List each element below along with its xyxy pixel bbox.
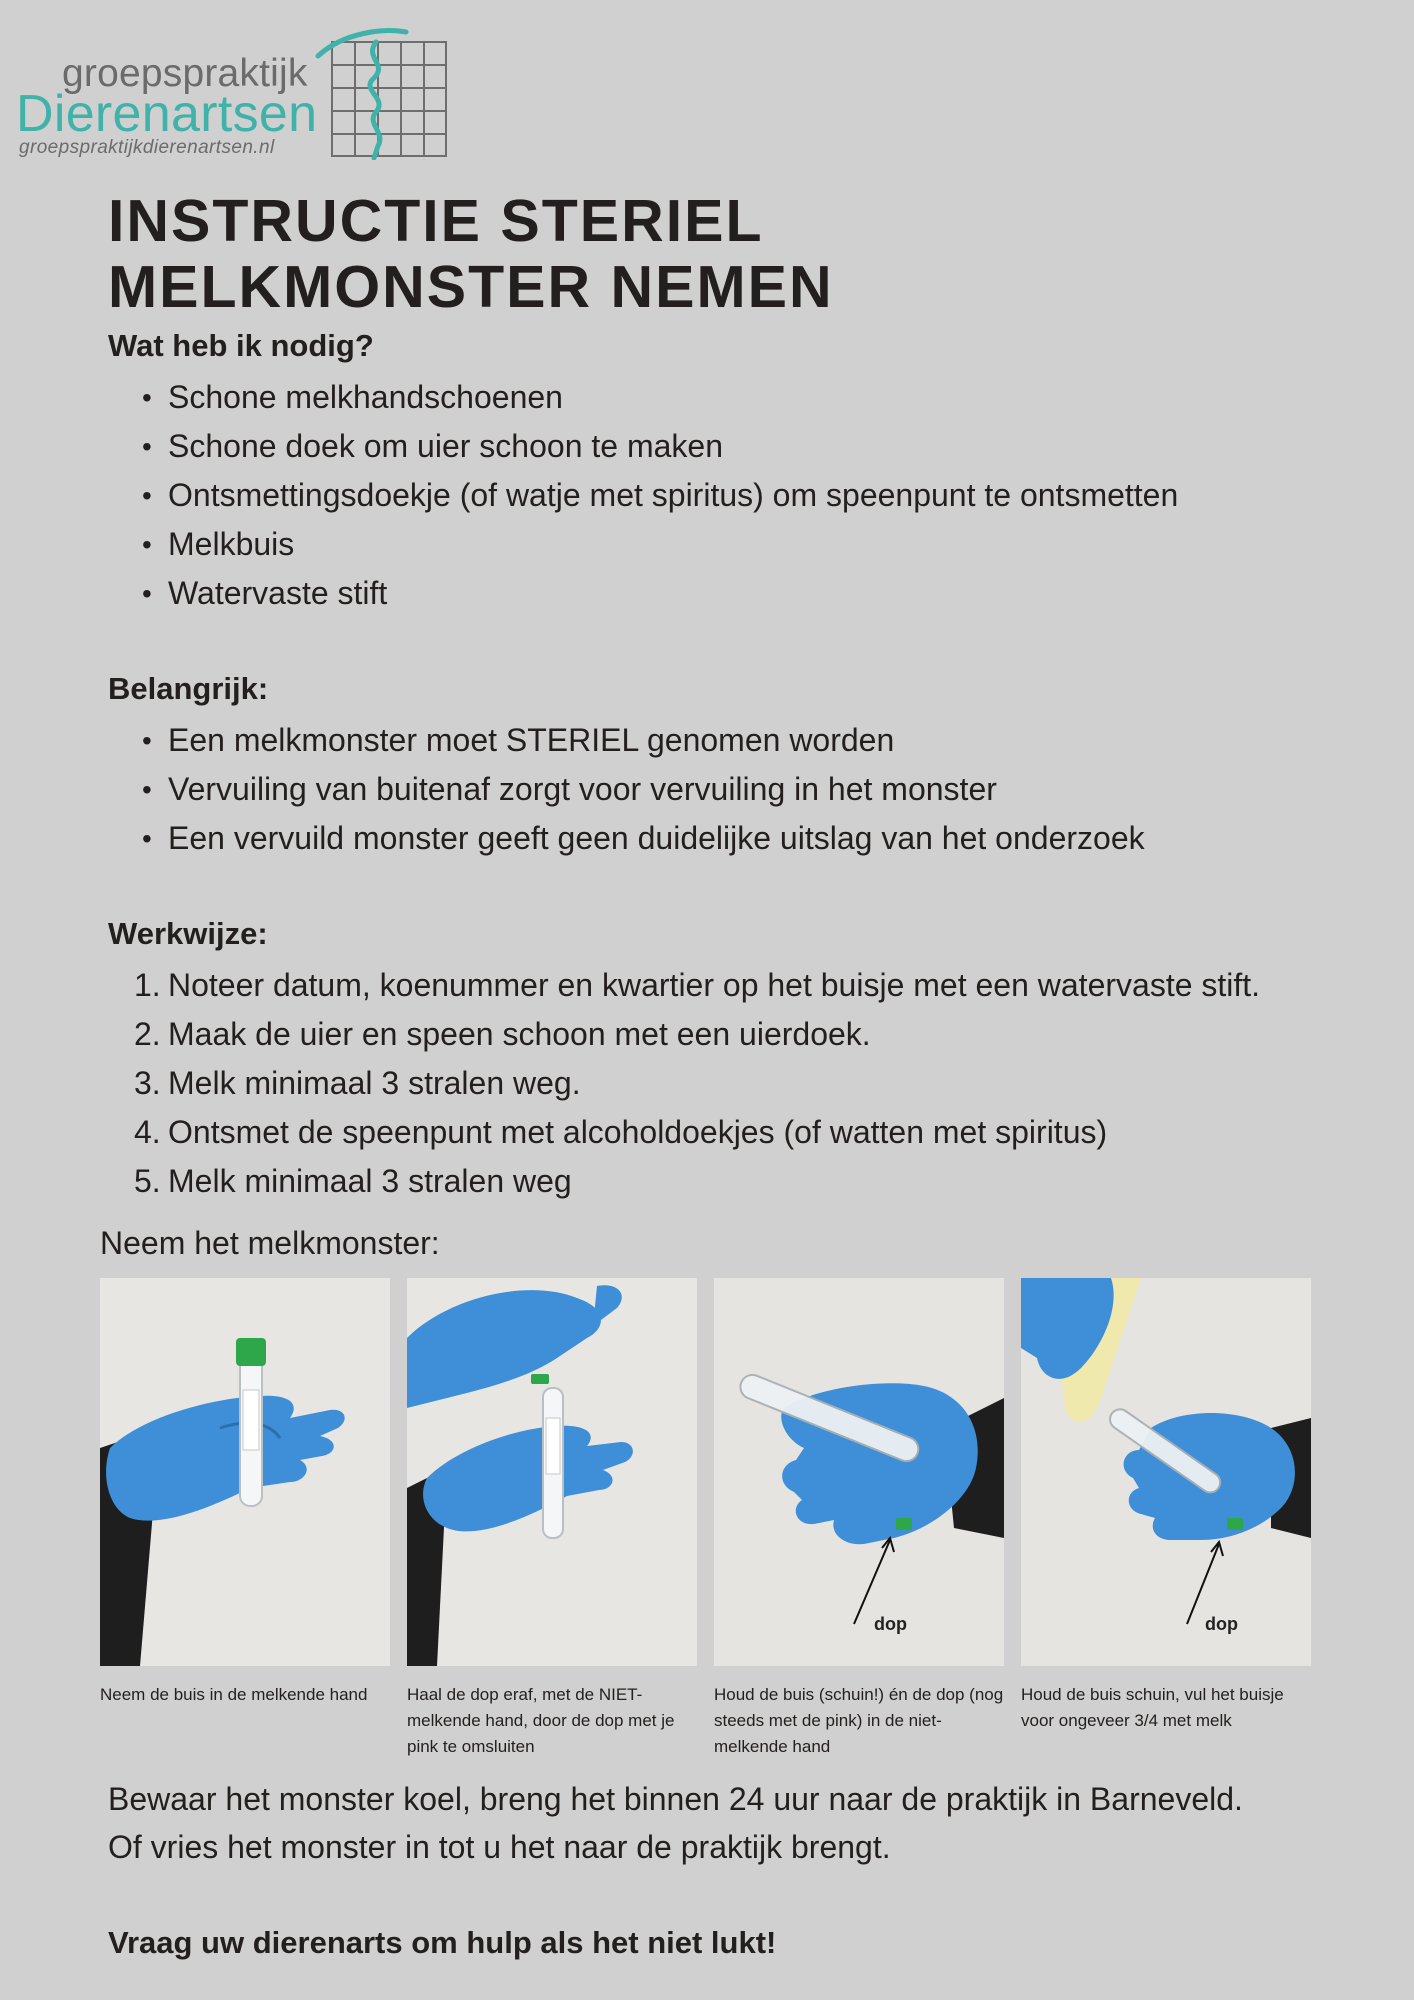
help-note: Vraag uw dierenarts om hulp als het niet lukt! bbox=[108, 1925, 777, 1960]
list-item: • Een vervuild monster geeft geen duidelijke uitslag van het onderzoek bbox=[108, 814, 1145, 863]
important-list bbox=[108, 716, 1145, 863]
photo-step-3 bbox=[714, 1278, 1004, 1666]
dop-label: dop bbox=[1205, 1614, 1238, 1634]
step-text: Noteer datum, koenummer en kwartier op het buisje met een watervaste stift. bbox=[168, 967, 1261, 1003]
list-item: • Schone doek om uier schoon te maken bbox=[108, 422, 1178, 471]
step-item bbox=[108, 1157, 1260, 1206]
sample-heading: Neem het melkmonster: bbox=[100, 1225, 440, 1261]
list-item: • Ontsmettingsdoekje (of watje met spiritus) om speenpunt te ontsmetten bbox=[108, 471, 1178, 520]
photo-caption-4: Houd de buis schuin, vul het buisje voor ongeveer 3/4 met melk bbox=[1021, 1685, 1284, 1730]
step-item bbox=[108, 1108, 1260, 1157]
step-number: 5. bbox=[134, 1163, 161, 1199]
dop-label: dop bbox=[874, 1614, 907, 1634]
needs-list bbox=[108, 373, 1178, 618]
step-number: 3. bbox=[134, 1065, 161, 1101]
step-item bbox=[108, 1059, 1260, 1108]
freeze-instruction: Of vries het monster in tot u het naar de praktijk brengt. bbox=[108, 1829, 891, 1865]
important-heading: Belangrijk: bbox=[108, 671, 269, 706]
photo-step-4 bbox=[1021, 1278, 1311, 1666]
logo bbox=[16, 26, 436, 161]
list-item: • Watervaste stift bbox=[108, 569, 1178, 618]
list-item: • Een melkmonster moet STERIEL genomen worden bbox=[108, 716, 1145, 765]
list-item: • Melkbuis bbox=[108, 520, 1178, 569]
list-item: • Vervuiling van buitenaf zorgt voor vervuiling in het monster bbox=[108, 765, 1145, 814]
photo-caption-2: Haal de dop eraf, met de NIET-melkende hand, door de dop met je pink te omsluiten bbox=[407, 1685, 675, 1756]
step-item bbox=[108, 1010, 1260, 1059]
page-title bbox=[108, 188, 834, 320]
logo-grid-icon bbox=[314, 28, 448, 160]
list-item: • Schone melkhandschoenen bbox=[108, 373, 1178, 422]
photo-step-1 bbox=[100, 1278, 390, 1666]
step-item bbox=[108, 961, 1260, 1010]
step-text: Maak de uier en speen schoon met een uierdoek. bbox=[168, 1016, 871, 1052]
photo-caption-3: Houd de buis (schuin!) én de dop (nog steeds met de pink) in de niet-melkende hand bbox=[714, 1685, 1004, 1756]
step-number: 4. bbox=[134, 1114, 161, 1150]
step-text: Ontsmet de speenpunt met alcoholdoekjes (of watten met spiritus) bbox=[168, 1114, 1108, 1150]
logo-url: groepspraktijkdierenartsen.nl bbox=[19, 137, 275, 158]
method-heading: Werkwijze: bbox=[108, 916, 268, 951]
logo-text-dierenartsen: Dierenartsen bbox=[16, 85, 318, 143]
photo-step-2 bbox=[407, 1278, 697, 1666]
step-text: Melk minimaal 3 stralen weg bbox=[168, 1163, 572, 1199]
step-number: 1. bbox=[134, 967, 161, 1003]
storage-instruction: Bewaar het monster koel, breng het binnen 24 uur naar de praktijk in Barneveld. bbox=[108, 1781, 1243, 1817]
method-steps bbox=[108, 961, 1260, 1206]
step-number: 2. bbox=[134, 1016, 161, 1052]
logo-text-groepspraktijk: groepspraktijk bbox=[62, 52, 308, 95]
page-title-line-2: MELKMONSTER NEMEN bbox=[108, 254, 834, 320]
step-text: Melk minimaal 3 stralen weg. bbox=[168, 1065, 581, 1101]
needs-heading: Wat heb ik nodig? bbox=[108, 328, 374, 363]
photo-caption-1: Neem de buis in de melkende hand bbox=[100, 1685, 368, 1704]
page-title-line-1: INSTRUCTIE STERIEL bbox=[108, 188, 764, 254]
